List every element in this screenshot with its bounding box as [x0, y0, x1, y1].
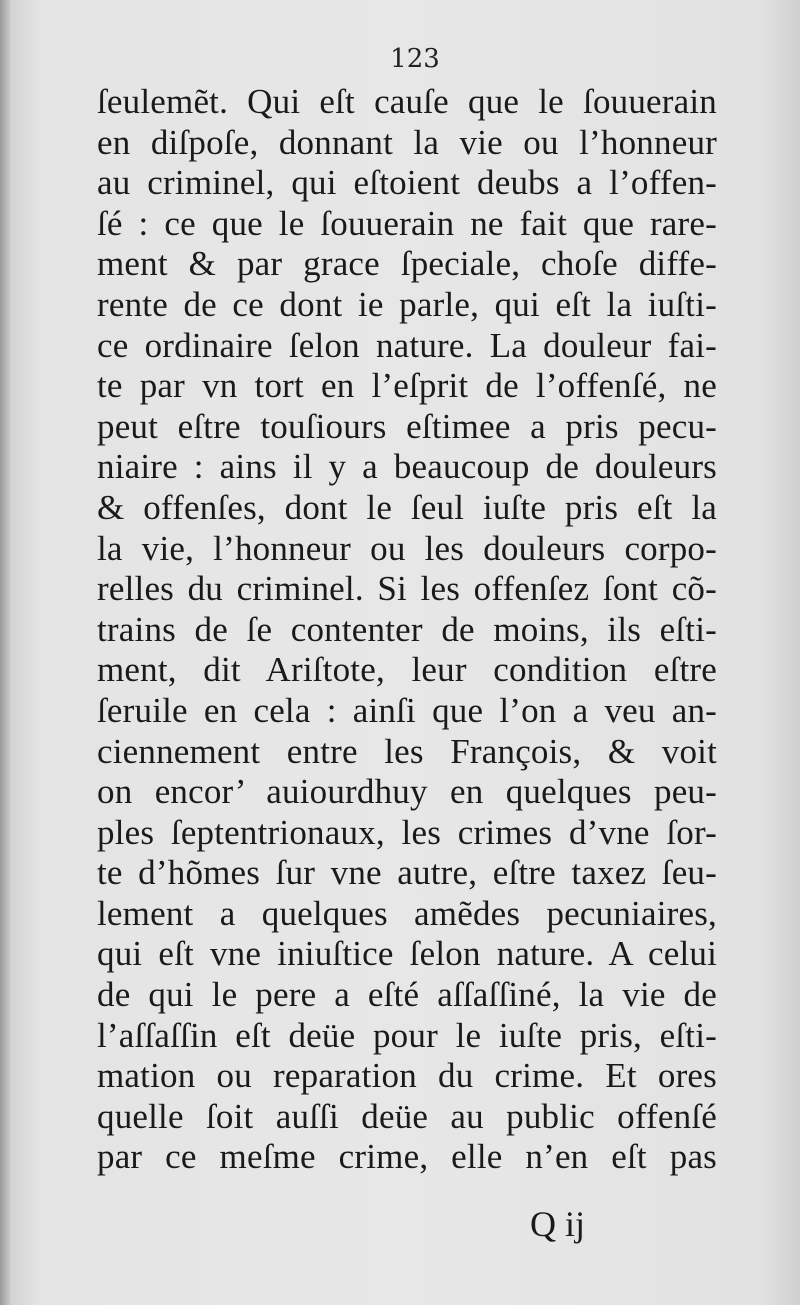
- text-line: de qui le pere a eſté aſſaſſiné, la vie de: [97, 975, 717, 1015]
- text-line: ciennement entre les François, & voit: [97, 731, 717, 771]
- text-line: te par vn tort en l’eſprit de l’offenſé, ne: [97, 366, 717, 406]
- page-number: 123: [390, 44, 440, 74]
- text-line: quelle ſoit auſſi deüe au public offenſé: [97, 1096, 717, 1136]
- body-text: [97, 82, 717, 1178]
- text-line: qui eſt vne iniuſtice ſelon nature. A celui: [97, 934, 717, 974]
- text-line: niaire : ains il y a beaucoup de douleurs: [97, 447, 717, 487]
- text-line: & offenſes, dont le ſeul iuſte pris eſt la: [97, 487, 717, 527]
- text-line: trains de ſe contenter de moins, ils eſti-: [97, 609, 717, 649]
- text-line: mation ou reparation du crime. Et ores: [97, 1056, 717, 1096]
- text-line: ſé : ce que le ſouuerain ne fait que rare-: [97, 203, 717, 243]
- text-line: ce ordinaire ſelon nature. La douleur fai-: [97, 325, 717, 365]
- text-line: lement a quelques amẽdes pecuniaires,: [97, 893, 717, 933]
- signature-mark: Q ij: [530, 1204, 586, 1244]
- text-line: en diſpoſe, donnant la vie ou l’honneur: [97, 122, 717, 162]
- text-line: ples ſeptentrionaux, les crimes d’vne ſor-: [97, 812, 717, 852]
- text-line: ſeulemẽt. Qui eſt cauſe que le ſouuerain: [97, 82, 717, 121]
- text-line: te d’hõmes ſur vne autre, eſtre taxez ſeu-: [97, 853, 717, 893]
- text-line: peut eſtre touſiours eſtimee a pris pecu-: [97, 406, 717, 446]
- text-line: on encor’ auiourdhuy en quelques peu-: [97, 772, 717, 812]
- text-line: ſeruile en cela : ainſi que l’on a veu an-: [97, 690, 717, 730]
- text-line: la vie, l’honneur ou les douleurs corpo-: [97, 528, 717, 568]
- text-line: au criminel, qui eſtoient deubs a l’offen-: [97, 163, 717, 203]
- text-line: ment & par grace ſpeciale, choſe diffe-: [97, 244, 717, 284]
- text-line: relles du criminel. Si les offenſez ſont cõ-: [97, 569, 717, 609]
- page-binding-edge: [0, 0, 10, 1305]
- text-line: par ce meſme crime, elle n’en eſt pas: [97, 1137, 717, 1177]
- text-line: ment, dit Ariſtote, leur condition eſtre: [97, 650, 717, 690]
- text-line: l’aſſaſſin eſt deüe pour le iuſte pris, eſti-: [97, 1015, 717, 1055]
- text-line: rente de ce dont ie parle, qui eſt la iuſti-: [97, 284, 717, 324]
